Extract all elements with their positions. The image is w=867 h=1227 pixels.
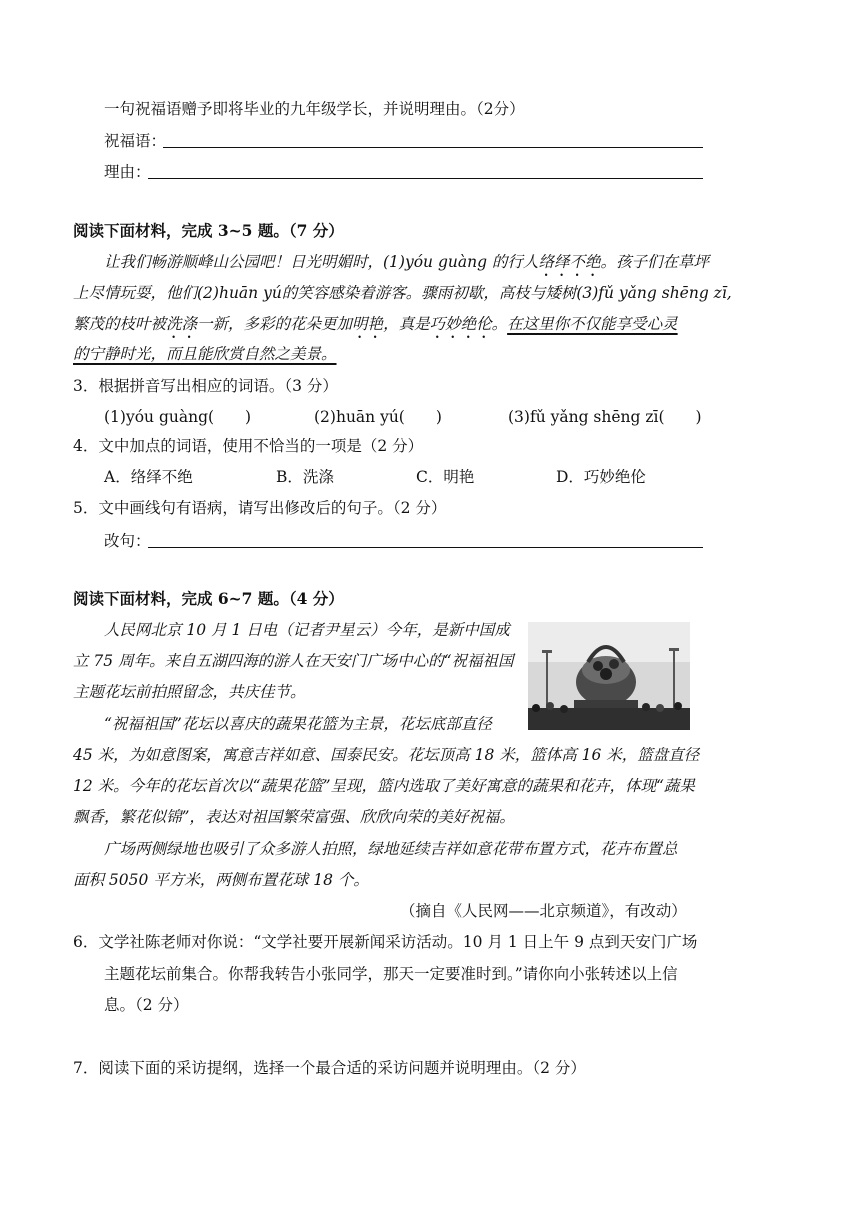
news-source: （摘自《人民网——北京频道》，有改动）: [400, 902, 687, 920]
q2-prompt: 一句祝福语赠予即将毕业的九年级学长，并说明理由。（2分）: [104, 100, 525, 118]
passage1-line3: [73, 312, 678, 342]
passage-text: ，真是: [383, 315, 430, 333]
underlined-sentence-part1: 在这里你不仅能享受心灵: [507, 315, 678, 333]
news-line8: 广场两侧绿地也吸引了众多游人拍照，绿地延续吉祥如意花带布置方式，花卉布置总: [104, 840, 678, 858]
blessing-label: 祝福语：: [104, 132, 167, 150]
section1-heading: 阅读下面材料，完成 3~5 题。（7 分）: [73, 221, 344, 240]
q5-answer-label: 改句：: [104, 532, 151, 550]
passage1-line4: [73, 342, 337, 366]
blessing-answer-line[interactable]: [163, 147, 703, 148]
news-line5: 45 米，为如意图案，寓意吉祥如意、国泰民安。花坛顶高 18 米，篮体高 16 米，篮盘直径: [73, 746, 700, 764]
news-line6: 12 米。今年的花坛首次以“蔬果花篮”呈现，篮内选取了美好寓意的蔬果和花卉，体现“蔬果: [73, 777, 695, 795]
question-4: 4．文中加点的词语，使用不恰当的一项是（2 分）: [73, 437, 424, 455]
news-line3: 主题花坛前拍照留念，共庆佳节。: [73, 683, 306, 701]
underlined-sentence-part2: 的宁静时光，而且能欣赏自然之美景。: [73, 345, 337, 363]
question-6-line2: 主题花坛前集合。你帮我转告小张同学，那天一定要准时到。”请你向小张转述以上信: [104, 965, 678, 983]
question-3: 3．根据拼音写出相应的词语。（3 分）: [73, 377, 338, 395]
passage-text: 繁茂的枝叶被: [73, 315, 167, 333]
news-line7: 飘香，繁花似锦”，表达对祖国繁荣富强、欣欣向荣的美好祝福。: [73, 808, 515, 826]
q3-item-3[interactable]: (3)fǔ yǎng shēng zī( ): [508, 408, 702, 426]
q3-item-1[interactable]: (1)yóu guàng( ): [104, 408, 252, 426]
q5-answer-line[interactable]: [148, 547, 703, 548]
news-line1: 人民网北京 10 月 1 日电（记者尹星云）今年，是新中国成: [104, 621, 510, 639]
passage1-line1: [104, 250, 709, 280]
question-5: 5．文中画线句有语病，请写出修改后的句子。（2 分）: [73, 499, 447, 517]
q4-option-c[interactable]: C．明艳: [416, 468, 475, 486]
q3-item-2[interactable]: (2)huān yú( ): [314, 408, 442, 426]
reason-label: 理由：: [104, 163, 151, 181]
dotted-word-luoyi: 络绎不绝: [538, 253, 601, 271]
dotted-word-mingyan: 明艳: [352, 315, 384, 333]
question-6-line3: 息。（2 分）: [104, 996, 189, 1014]
section2-heading: 阅读下面材料，完成 6~7 题。（4 分）: [73, 589, 344, 608]
question-6-line1: 6．文学社陈老师对你说：“文学社要开展新闻采访活动。10 月 1 日上午 9 点到天安门广场: [73, 933, 698, 951]
passage-text: 一新，多彩的花朵更加: [197, 315, 353, 333]
reason-answer-line[interactable]: [148, 178, 703, 179]
question-7: 7．阅读下面的采访提纲，选择一个最合适的采访问题并说明理由。（2 分）: [73, 1059, 586, 1077]
flower-basket-photo: [528, 622, 690, 730]
dotted-word-qiaomiao: 巧妙绝伦: [429, 315, 492, 333]
q4-option-a[interactable]: A．络绎不绝: [104, 468, 193, 486]
passage-text: 让我们畅游顺峰山公园吧！日光明媚时，(1)yóu guàng 的行人: [104, 253, 539, 271]
passage-text: 。孩子们在草坪: [600, 253, 709, 271]
q4-option-d[interactable]: D．巧妙绝伦: [556, 468, 646, 486]
news-line2: 立 75 周年。来自五湖四海的游人在天安门广场中心的“祝福祖国: [73, 652, 514, 670]
passage1-line2: 上尽情玩耍，他们(2)huān yú的笑容感染着游客。骤雨初歇，高枝与矮树(3)fǔ yǎng shēng zī,: [73, 284, 732, 302]
news-line9: 面积 5050 平方米，两侧布置花球 18 个。: [73, 871, 369, 889]
dotted-word-xidi: 洗涤: [166, 315, 198, 333]
q4-option-b[interactable]: B．洗涤: [276, 468, 334, 486]
news-line4: “祝福祖国”花坛以喜庆的蔬果花篮为主景，花坛底部直径: [104, 715, 492, 733]
photo-illustration: [528, 622, 690, 730]
passage-text: 。: [491, 315, 508, 333]
